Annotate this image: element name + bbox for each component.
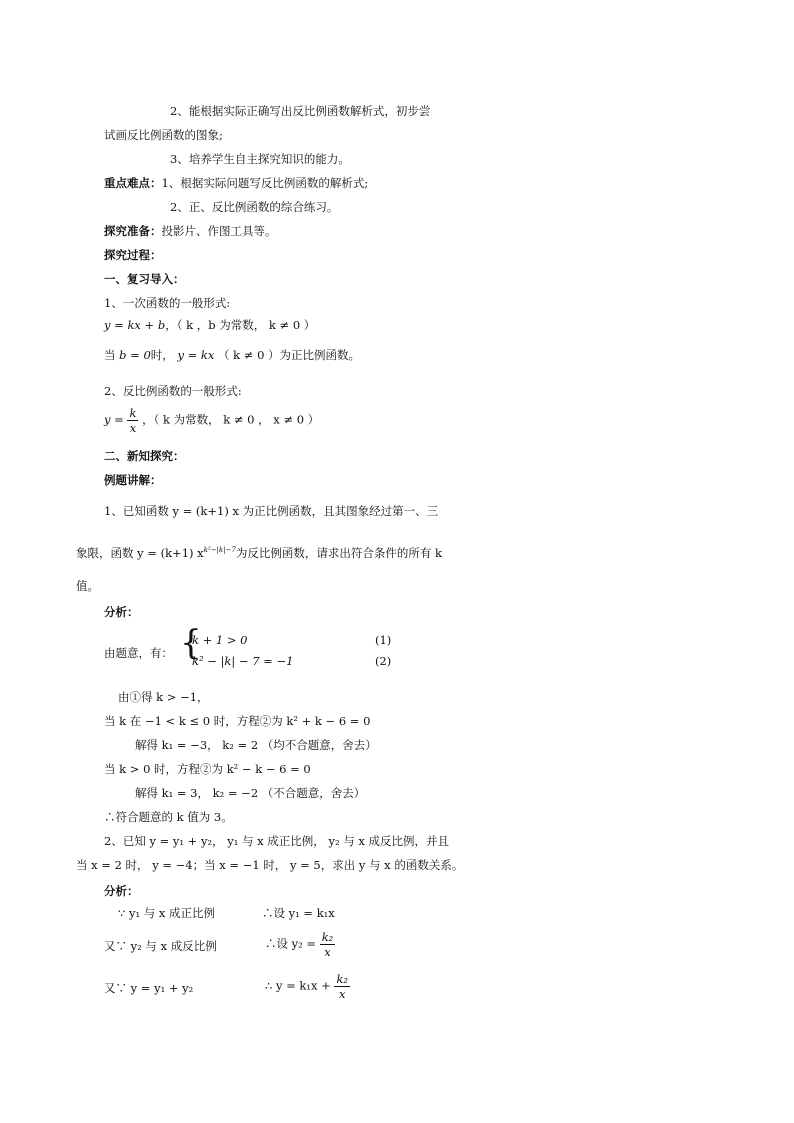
solution-step-2: 当 k 在 −1 < k ≤ 0 时，方程②为 k² + k − 6 = 0	[104, 714, 371, 728]
key-points-label: 重点难点：	[104, 176, 162, 190]
example-1-requirement: 为反比例函数，请求出符合条件的所有 k	[235, 546, 442, 560]
analysis-1-heading: 分析：	[104, 605, 139, 619]
solution-step-1: 由①得 k > −1，	[118, 690, 209, 704]
example-1-line-1: 1、已知函数 y = (k+1) x 为正比例函数，且其图象经过第一、三	[104, 504, 439, 518]
text-when: 当	[104, 348, 116, 362]
linear-function-formula	[104, 317, 315, 333]
linear-equation: y = kx + b	[104, 318, 166, 332]
fraction-k2-over-x	[320, 930, 336, 959]
system-equation-2: k² − |k| − 7 = −1	[192, 654, 294, 668]
preparation-line	[104, 223, 277, 239]
solution-step-5: 解得 k₁ = 3， k₂ = −2 （不合题意，舍去）	[135, 786, 366, 800]
example-heading: 例题讲解：	[104, 473, 162, 487]
analysis-2-heading: 分析：	[104, 884, 139, 898]
solution-step-3: 解得 k₁ = −3， k₂ = 2 （均不合题意，舍去）	[135, 738, 377, 752]
example-1-function: 象限，函数 y = (k+1) x	[76, 546, 204, 560]
linear-conditions: ，（ k ，b 为常数， k ≠ 0 ）	[165, 318, 316, 332]
example-2-line-1: 2、已知 y = y₁ + y₂， y₁ 与 x 成正比例， y₂ 与 x 成反比例，并且	[104, 834, 450, 848]
conclusion-1: ∴设 y₁ = k₁x	[262, 906, 335, 920]
direct-proportion-line	[104, 347, 360, 363]
conclusion-2-prefix: ∴设 y₂ =	[265, 936, 317, 951]
reason-1: ∵ y₁ 与 x 成正比例	[118, 906, 216, 920]
key-point-1: 1、根据实际问题写反比例函数的解析式;	[161, 176, 369, 190]
key-points-line-1	[104, 175, 368, 191]
system-brace: {	[180, 623, 202, 663]
system-tag-2: (2)	[375, 654, 392, 668]
inverse-function-formula	[104, 406, 319, 435]
fraction-numerator: k₂	[321, 930, 334, 944]
conclusion-3-prefix: ∴ y = k₁x +	[265, 978, 331, 993]
fraction-k-over-x	[127, 406, 138, 435]
fraction-numerator: k	[129, 406, 137, 420]
conclusion-3	[265, 972, 350, 1001]
example-2-line-2: 当 x = 2 时， y = −4；当 x = −1 时， y = 5，求出 y 与 x 的函数关系。	[76, 858, 464, 872]
process-heading: 探究过程：	[104, 248, 162, 262]
given-label: 由题意，有：	[104, 646, 173, 660]
reason-3: 又∵ y = y₁ + y₂	[104, 981, 194, 995]
linear-function-title: 1、一次函数的一般形式:	[104, 296, 231, 310]
objective-3: 3、培养学生自主探究知识的能力。	[170, 152, 350, 166]
section-2-heading: 二、新知探究：	[104, 449, 185, 463]
preparation-label: 探究准备：	[104, 224, 162, 238]
fraction-denominator: x	[324, 945, 331, 959]
solution-step-4: 当 k > 0 时，方程②为 k² − k − 6 = 0	[104, 762, 311, 776]
system-tag-1: (1)	[375, 633, 392, 647]
inverse-lhs: y =	[104, 412, 124, 427]
fraction-k2-over-x-final	[334, 972, 350, 1001]
key-point-2: 2、正、反比例函数的综合练习。	[170, 200, 339, 214]
fraction-numerator: k₂	[336, 972, 349, 986]
text-time: 时，	[150, 348, 174, 362]
example-1-line-2	[76, 545, 442, 561]
equation-b-zero: b = 0	[119, 348, 151, 362]
conclusion-2	[265, 930, 335, 959]
equation-y-kx: y = kx	[177, 348, 215, 362]
reason-2: 又∵ y₂ 与 x 成反比例	[104, 939, 217, 953]
example-1-line-3: 值。	[76, 579, 99, 593]
exponent: k²−|k|−7	[203, 546, 236, 555]
inverse-conditions: ，（ k 为常数， k ≠ 0 ， x ≠ 0 ）	[142, 412, 320, 427]
direct-proportion-condition: （ k ≠ 0 ）为正比例函数。	[218, 348, 361, 362]
system-equation-1: k + 1 > 0	[192, 633, 248, 647]
section-1-heading: 一、复习导入：	[104, 272, 185, 286]
equation-system	[180, 623, 440, 670]
solution-conclusion: ∴符合题意的 k 值为 3。	[104, 810, 233, 824]
fraction-denominator: x	[338, 987, 346, 1001]
preparation-text: 投影片、作图工具等。	[161, 224, 277, 238]
fraction-denominator: x	[129, 421, 137, 435]
objective-2-line-1: 2、能根据实际正确写出反比例函数解析式，初步尝	[170, 104, 431, 118]
objective-2-line-2: 试画反比例函数的图象;	[104, 128, 223, 142]
inverse-function-title: 2、反比例函数的一般形式:	[104, 384, 242, 398]
